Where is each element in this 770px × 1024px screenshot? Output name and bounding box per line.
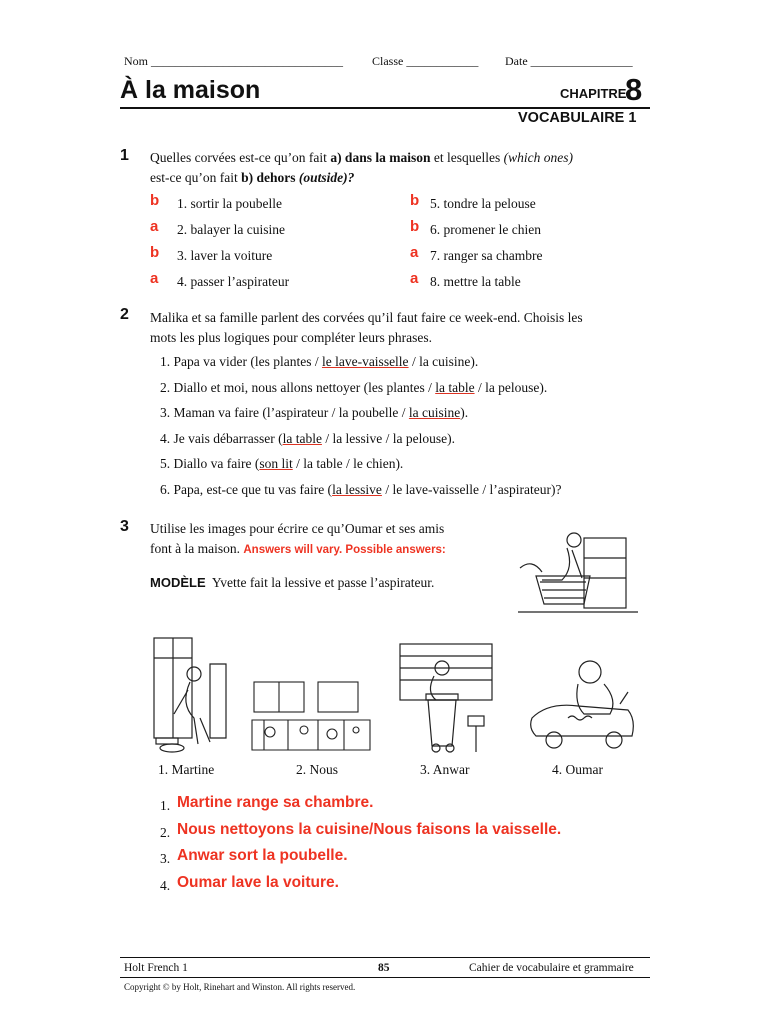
anwar-illustration [398, 642, 494, 754]
exercise-number: 3 [120, 518, 129, 535]
list-item: 1. sortir la poubelle [177, 196, 282, 211]
sentence-suffix: ). [460, 405, 469, 420]
copyright: Copyright © by Holt, Rinehart and Winston. All rights reserved. [124, 982, 356, 992]
footer-rule [120, 957, 650, 958]
list-item: 6. promener le chien [430, 222, 541, 237]
oumar-illustration [528, 656, 638, 756]
sentence-suffix: / le lave-vaisselle / l’aspirateur)? [381, 481, 562, 497]
answer-sentence: Martine range sa chambre. [177, 794, 374, 811]
image-caption: 4. Oumar [552, 762, 603, 777]
class-field: Classe ____________ [372, 54, 479, 68]
sentence-prefix: 3. Maman va faire (l’aspirateur / la poubelle / [160, 405, 409, 420]
list-item: 5. tondre la pelouse [430, 196, 536, 211]
sentence-prefix: 6. Papa, est-ce que tu vas faire ( [160, 481, 333, 497]
answer-letter: b [150, 244, 160, 261]
exercise-number: 1 [120, 147, 129, 164]
answer-letter: b [150, 192, 160, 209]
sentence-suffix: / la cuisine). [408, 354, 479, 369]
exercise-number: 2 [120, 306, 129, 323]
answer-letter: a [410, 270, 419, 287]
sentence-suffix: / la lessive / la pelouse). [321, 430, 456, 446]
sentence-item [160, 352, 478, 372]
list-item: 4. passer l’aspirateur [177, 274, 290, 289]
answer-letter: a [150, 218, 159, 235]
sentence-prefix: 4. Je vais débarrasser ( [160, 430, 283, 446]
sentence-item [160, 378, 547, 398]
page-title: À la maison [120, 76, 261, 104]
list-item: 3. laver la voiture [177, 248, 273, 263]
sentence-item [160, 480, 561, 500]
answer-letter: a [410, 244, 419, 261]
answer-note: Answers will vary. Possible answers: [243, 544, 446, 556]
selected-answer: la table [282, 430, 322, 446]
selected-answer: la cuisine [408, 405, 461, 420]
image-caption: 3. Anwar [420, 762, 470, 777]
chapter-label: CHAPITRE [560, 86, 627, 101]
list-item: 2. balayer la cuisine [177, 222, 285, 237]
workbook-title: Cahier de vocabulaire et grammaire [469, 962, 634, 974]
name-field: Nom ________________________________ [124, 54, 343, 68]
answer-number: 4. [160, 877, 171, 893]
sentence-prefix: 5. Diallo va faire ( [160, 456, 260, 471]
sentence-suffix: / la pelouse). [474, 379, 548, 395]
answer-sentence: Nous nettoyons la cuisine/Nous faisons la vaisselle. [177, 820, 562, 838]
selected-answer: le lave-vaisselle [321, 354, 409, 369]
answer-number: 2. [160, 824, 171, 840]
selected-answer: son lit [259, 456, 293, 471]
answer-letter: b [410, 218, 420, 235]
martine-illustration [150, 634, 230, 754]
sentence-prefix: 1. Papa va vider (les plantes / [160, 354, 322, 369]
answer-letter: b [410, 192, 420, 209]
page-number: 85 [378, 962, 390, 974]
image-caption: 1. Martine [158, 762, 215, 777]
image-caption: 2. Nous [296, 762, 339, 777]
exercise-2-instructions: Malika et sa famille parlent des corvées qu’il faut faire ce week-end. Choisis les mots les plus logiques pour compléter leurs phrases. [150, 310, 583, 345]
sentence-item [160, 454, 403, 474]
answer-sentence: Anwar sort la poubelle. [177, 847, 348, 864]
selected-answer: la lessive [332, 481, 382, 497]
title-rule [120, 107, 650, 109]
footer-rule-2 [120, 977, 650, 978]
section-label: VOCABULAIRE 1 [518, 110, 637, 126]
date-field: Date _________________ [505, 54, 633, 68]
modele: MODÈLE Yvette fait la lessive et passe l’aspirateur. [150, 575, 435, 590]
list-item: 7. ranger sa chambre [430, 248, 543, 263]
sentence-prefix: 2. Diallo et moi, nous allons nettoyer (les plantes / [160, 379, 436, 395]
book-title: Holt French 1 [124, 962, 188, 974]
sentence-item [160, 403, 468, 423]
kitchen-illustration [248, 676, 374, 756]
selected-answer: la table [435, 379, 475, 395]
chapter-number: 8 [625, 72, 643, 107]
exercise-3-instructions: Utilise les images pour écrire ce qu’Oumar et ses amis font à la maison. Answers will vary. Possible answers: [150, 521, 446, 556]
list-item: 8. mettre la table [430, 274, 521, 289]
sentence-item [160, 429, 455, 449]
answer-letter: a [150, 270, 159, 287]
answer-number: 1. [160, 798, 171, 813]
laundry-illustration [512, 528, 642, 620]
sentence-suffix: / la table / le chien). [292, 456, 404, 471]
answer-number: 3. [160, 851, 171, 866]
exercise-1-question: Quelles corvées est-ce qu’on fait a) dans la maison et lesquelles (which ones) est-ce qu’on fait b) dehors (outside)? [150, 150, 573, 185]
answer-sentence: Oumar lave la voiture. [177, 873, 339, 891]
